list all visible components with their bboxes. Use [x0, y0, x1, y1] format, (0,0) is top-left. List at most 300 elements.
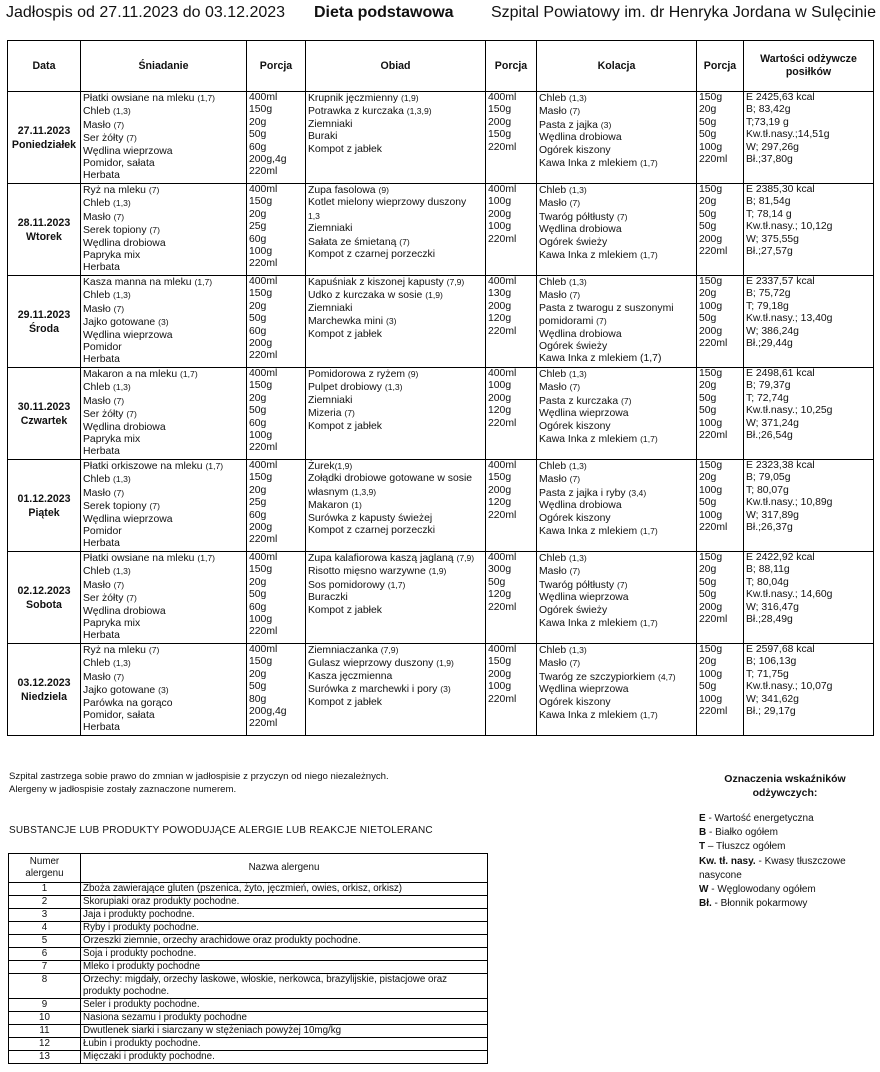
portion-value: 220ml	[249, 534, 278, 546]
meal-item-name: Sos pomidorowy	[308, 579, 388, 591]
allergen-row	[9, 922, 488, 935]
portion-value: 20g	[249, 208, 267, 220]
portion-value: 100g	[699, 509, 723, 521]
meal-item	[83, 132, 244, 145]
allergen-codes: (1,9)	[334, 461, 353, 471]
portion-value: B; 79,05g	[746, 472, 791, 484]
meal-item	[308, 579, 483, 592]
meal-item-name: Potrawka z kurczaka	[308, 106, 407, 118]
breakfast-cell	[81, 644, 247, 736]
meal-item-name: Wędlina wieprzowa	[83, 513, 173, 525]
legend-item	[699, 855, 871, 883]
dinner-cell	[306, 552, 486, 644]
meal-item-name: Masło	[539, 198, 570, 210]
portion-value: 100g	[488, 196, 512, 208]
meal-item	[539, 473, 694, 486]
day-date: 30.11.2023	[17, 400, 71, 413]
allergen-codes: (3,4)	[628, 487, 647, 498]
meal-item	[539, 552, 694, 565]
meal-item-name: Marchewka mini	[308, 316, 386, 328]
breakfast-cell	[81, 92, 247, 184]
meal-item	[83, 644, 244, 657]
meal-item	[539, 197, 694, 210]
meal-item-name: Płatki orkiszowe na mleku	[83, 461, 206, 472]
portion-value: 400ml	[488, 460, 517, 471]
meal-item	[83, 446, 244, 458]
portion-value: 200g	[699, 233, 723, 245]
allergen-name: Mięczaki i produkty pochodne.	[81, 1051, 488, 1064]
allergen-codes: (7)	[113, 211, 125, 222]
meal-item-name: Żurek	[308, 461, 335, 472]
col-header-supper: Kolacja	[537, 41, 697, 92]
portion-value: E 2385,30 kcal	[746, 184, 815, 195]
meal-item-name: Twaróg półtłusty	[539, 579, 617, 591]
meal-item-name: Wędlina drobiowa	[83, 237, 166, 249]
allergen-codes: (1,3,9)	[351, 486, 377, 497]
allergen-codes: (7)	[149, 501, 160, 512]
meal-item-name: Surówka z marchewki i pory	[308, 684, 441, 696]
dinner-portions-cell	[486, 460, 537, 552]
day-row	[8, 644, 874, 736]
day-date-cell	[8, 552, 81, 644]
meal-item	[83, 211, 244, 224]
portion-value: 50g	[249, 313, 267, 325]
dinner-cell	[306, 184, 486, 276]
meal-item-name: Masło	[539, 566, 570, 578]
meal-item	[539, 132, 694, 144]
menu-notice	[9, 770, 389, 796]
meal-item-name: Ogórek świeży	[539, 341, 608, 353]
meal-item-name: Kompot z jabłek	[308, 696, 382, 708]
portion-value: 100g	[699, 484, 723, 496]
legend-key: Bł.	[699, 898, 712, 910]
col-header-portion: Porcja	[486, 41, 537, 92]
allergen-name: Mleko i produkty pochodne	[81, 961, 488, 974]
portion-value: 20g	[699, 196, 717, 208]
meal-item	[83, 224, 244, 237]
meal-item	[539, 237, 694, 249]
portion-value: 25g	[249, 221, 267, 233]
allergen-codes: (7)	[621, 395, 632, 406]
meal-item-name: Chleb	[83, 382, 114, 394]
allergen-number: 7	[9, 961, 81, 974]
meal-item-name: Ziemniaki	[308, 394, 353, 406]
allergen-codes: (3)	[158, 317, 169, 328]
menu-header-row	[8, 41, 874, 92]
portion-value: 50g	[699, 116, 717, 128]
meal-item-name: Kawa Inka z mlekiem	[539, 434, 641, 446]
meal-item	[539, 303, 694, 315]
nutrition-cell	[744, 460, 874, 552]
allergen-name: Orzeszki ziemnie, orzechy arachidowe oraz produkty pochodne.	[81, 935, 488, 948]
portion-value: 100g	[699, 668, 723, 680]
portion-value: 220ml	[488, 693, 517, 705]
meal-item-name: Chleb	[539, 277, 570, 288]
portion-value: T; 78,14 g	[746, 208, 792, 220]
meal-item-name: Twaróg półtłusty	[539, 211, 617, 223]
portion-value: 400ml	[249, 644, 278, 655]
meal-item-name: Wędlina drobiowa	[83, 421, 166, 433]
allergen-number: 10	[9, 1012, 81, 1025]
allergen-number: 9	[9, 999, 81, 1012]
breakfast-cell	[81, 552, 247, 644]
meal-item-name: Udko z kurczaka w sosie	[308, 290, 426, 302]
meal-item	[83, 579, 244, 592]
meal-item	[308, 552, 483, 565]
meal-item-name: Masło	[83, 487, 114, 499]
portion-value: 400ml	[249, 276, 278, 287]
allergen-codes: (3)	[158, 685, 169, 696]
allergen-number-header: Numer alergenu	[9, 854, 81, 883]
meal-item	[83, 710, 244, 722]
portion-value: 200g	[488, 116, 512, 128]
allergen-codes: (1,9)	[428, 566, 447, 577]
meal-item-name: Ogórek kiszony	[539, 144, 611, 156]
portion-value: 120g	[488, 313, 512, 325]
meal-item-name: Masło	[539, 658, 570, 670]
meal-item-name: Masło	[83, 211, 114, 223]
portion-value: 20g	[249, 392, 267, 404]
meal-item	[308, 119, 483, 131]
meal-item-name: Wędlina drobiowa	[539, 132, 622, 144]
supper-cell	[537, 276, 697, 368]
allergen-name: Łubin i produkty pochodne.	[81, 1038, 488, 1051]
day-weekday: Wtorek	[26, 230, 62, 243]
dinner-portions-cell	[486, 368, 537, 460]
portion-value: 120g	[488, 589, 512, 601]
portion-value: 20g	[249, 116, 267, 128]
meal-item-name: Kawa Inka z mlekiem	[539, 618, 641, 630]
portion-value: 200g	[488, 208, 512, 220]
meal-item-name: Kawa Inka z mlekiem	[539, 250, 641, 262]
meal-item-name: Wędlina wieprzowa	[83, 145, 173, 157]
meal-item-name: Gulasz wieprzowy duszony	[308, 658, 437, 670]
portion-value: 100g	[488, 681, 512, 693]
portion-value: 60g	[249, 325, 267, 337]
portion-value: 20g	[699, 472, 717, 484]
allergen-row	[9, 961, 488, 974]
portion-value: 50g	[699, 129, 717, 141]
allergen-row	[9, 935, 488, 948]
portion-value: 50g	[249, 589, 267, 601]
meal-item-name: Kasza jęczmienna	[308, 670, 393, 682]
day-date: 29.11.2023	[17, 308, 71, 321]
allergen-number: 4	[9, 922, 81, 935]
meal-item	[539, 105, 694, 118]
meal-item	[539, 119, 694, 132]
meal-item	[308, 499, 483, 512]
supper-cell	[537, 552, 697, 644]
meal-item	[83, 105, 244, 118]
meal-item	[539, 565, 694, 578]
meal-item-name: Masło	[539, 290, 570, 302]
portion-value: 400ml	[249, 368, 278, 379]
meal-item-name: Makaron	[308, 500, 352, 512]
portion-value: 150g	[699, 368, 723, 379]
allergen-codes: (7)	[126, 593, 137, 604]
portion-value: 50g	[699, 497, 717, 509]
meal-item-name: Wędlina wieprzowa	[539, 684, 629, 696]
portion-value: W; 316,47g	[746, 601, 799, 613]
allergen-section-title: SUBSTANCJE LUB PRODUKTY POWODUJĄCE ALERGIE LUB REAKCJE NIETOLERANC	[9, 825, 433, 836]
meal-item	[83, 92, 244, 105]
meal-item	[308, 697, 483, 709]
meal-item	[83, 630, 244, 642]
meal-item-name: Risotto mięsno warzywne	[308, 566, 429, 578]
col-header-nutrition: Wartości odżywcze posiłków	[744, 41, 874, 92]
meal-item	[83, 381, 244, 394]
allergen-codes: (4,7)	[657, 671, 676, 682]
meal-item-name: Pomidor, sałata	[83, 158, 155, 170]
meal-item	[308, 223, 483, 235]
portion-value: 150g	[249, 196, 273, 208]
meal-item	[83, 330, 244, 342]
meal-item-name: Wędlina drobiowa	[83, 605, 166, 617]
portion-value: 220ml	[699, 338, 728, 350]
meal-item	[539, 617, 694, 630]
allergen-number: 1	[9, 883, 81, 896]
meal-item-name: Chleb	[539, 553, 570, 564]
portion-value: 400ml	[488, 276, 517, 287]
meal-item-name: Ryż na mleku	[83, 185, 149, 196]
legend-text: - Kwasy tłuszczowe nasycone	[699, 855, 846, 881]
allergen-table	[8, 853, 488, 1064]
dinner-cell	[306, 460, 486, 552]
allergen-codes: (9)	[378, 185, 389, 195]
portion-value: B; 88,11g	[746, 564, 790, 576]
day-row	[8, 276, 874, 368]
portion-value: 220ml	[699, 154, 728, 166]
portion-value: 150g	[699, 644, 723, 655]
allergen-codes: (7,9)	[380, 645, 399, 655]
breakfast-cell	[81, 368, 247, 460]
portion-value: 220ml	[699, 246, 728, 258]
meal-item-name: Kawa Inka z mlekiem (1,7)	[539, 353, 662, 365]
allergen-codes: (7,9)	[456, 553, 475, 563]
allergen-codes: (1,3)	[569, 93, 587, 103]
dinner-cell	[306, 368, 486, 460]
supper-portions-cell	[697, 276, 744, 368]
meal-item-name: Kawa Inka z mlekiem	[539, 710, 641, 722]
meal-item-name: Masło	[539, 106, 570, 118]
portion-value: 400ml	[488, 184, 517, 195]
day-date-cell	[8, 184, 81, 276]
legend-key: Kw. tł. nasy.	[699, 855, 756, 867]
portion-value: 120g	[488, 405, 512, 417]
portion-value: 20g	[699, 104, 717, 116]
dinner-cell	[306, 644, 486, 736]
nutrition-cell	[744, 92, 874, 184]
allergen-codes: (1,7)	[197, 93, 216, 103]
allergen-codes: (1,3)	[113, 566, 131, 577]
meal-item-name: Masło	[83, 303, 114, 315]
portion-value: 150g	[249, 288, 273, 300]
meal-item	[539, 276, 694, 289]
meal-item	[83, 592, 244, 605]
meal-item	[308, 276, 483, 289]
notice-line: Szpital zastrzega sobie prawo do zmnian w jadłospisie z przyczyn od niego niezależnych.	[9, 771, 389, 782]
allergen-codes: (7)	[113, 487, 125, 498]
portion-value: Bł.;37,80g	[746, 154, 793, 166]
portion-value: 220ml	[249, 626, 278, 638]
portion-value: 220ml	[699, 522, 728, 534]
allergen-row	[9, 974, 488, 999]
meal-item	[308, 368, 483, 381]
meal-item-name: Kotlet mielony wieprzowy duszony	[308, 197, 467, 209]
day-date-cell	[8, 368, 81, 460]
meal-item	[539, 408, 694, 420]
weekly-menu-table	[7, 40, 874, 736]
portion-value: 220ml	[699, 430, 728, 442]
portion-value: 50g	[699, 589, 717, 601]
allergen-codes: (1,9)	[425, 290, 443, 301]
meal-item	[539, 684, 694, 696]
breakfast-cell	[81, 276, 247, 368]
allergen-codes: (7)	[569, 106, 581, 117]
meal-item-name: Ogórek świeży	[539, 604, 608, 616]
meal-item	[539, 421, 694, 433]
meal-item-name: Jajko gotowane	[83, 685, 159, 697]
meal-item	[308, 315, 483, 328]
day-date-cell	[8, 644, 81, 736]
portion-value: 150g	[488, 104, 512, 116]
allergen-codes: (1,7)	[640, 250, 658, 261]
allergen-codes: (7,9)	[446, 277, 465, 287]
portion-value: 50g	[699, 313, 717, 325]
day-weekday: Środa	[28, 322, 60, 335]
portion-value: Bł.; 29,17g	[746, 706, 796, 718]
meal-item-name: Ziemniaki	[308, 223, 353, 235]
meal-item-name: Buraki	[308, 131, 338, 143]
meal-item-name: Masło	[539, 474, 570, 486]
allergen-name-header: Nazwa alergenu	[81, 854, 488, 883]
portion-value: 150g	[249, 380, 273, 392]
portion-value: 220ml	[488, 509, 517, 521]
meal-item	[308, 565, 483, 578]
allergen-row	[9, 1038, 488, 1051]
supper-portions-cell	[697, 552, 744, 644]
allergen-codes: (3)	[440, 684, 451, 695]
meal-item	[83, 184, 244, 197]
portion-value: 150g	[249, 472, 273, 484]
allergen-row	[9, 1051, 488, 1064]
allergen-codes: (7)	[113, 671, 125, 682]
day-row	[8, 460, 874, 552]
meal-item-name: Sałata ze śmietaną	[308, 236, 400, 248]
meal-item	[539, 329, 694, 341]
portion-value: 220ml	[249, 442, 278, 454]
meal-item	[308, 525, 483, 537]
meal-item	[539, 433, 694, 446]
allergen-codes: (1,7)	[205, 461, 224, 471]
dinner-portions-cell	[486, 92, 537, 184]
portion-value: E 2337,57 kcal	[746, 276, 815, 287]
meal-item-name: Mizeria	[308, 408, 345, 420]
portion-value: B; 106,13g	[746, 656, 797, 668]
legend-item	[699, 826, 871, 840]
meal-item-name: Pasta z kurczaka	[539, 395, 622, 407]
allergen-name: Orzechy: migdały, orzechy laskowe, włoskie, nerkowca, brazylijskie, pistacjowe oraz produkty pochodne.	[81, 974, 488, 999]
day-weekday: Niedziela	[21, 690, 67, 703]
portion-value: Kw.tł.nasy.; 10,12g	[746, 221, 833, 233]
day-date: 03.12.2023	[17, 676, 71, 689]
allergen-codes: (1,9)	[436, 658, 454, 669]
meal-item-name: Wędlina wieprzowa	[83, 329, 173, 341]
supper-portions-cell	[697, 460, 744, 552]
meal-item-name: Kompot z jabłek	[308, 420, 382, 432]
meal-item-name: własnym	[308, 486, 352, 498]
meal-item	[83, 434, 244, 446]
meal-item-name: Kasza manna na mleku	[83, 277, 195, 288]
allergen-row	[9, 999, 488, 1012]
allergen-name: Seler i produkty pochodne.	[81, 999, 488, 1012]
meal-item	[539, 697, 694, 709]
meal-item-name: Pomidor	[83, 342, 122, 354]
meal-item	[83, 422, 244, 434]
portion-value: 200g	[249, 522, 273, 534]
meal-item-name: Masło	[83, 119, 114, 131]
meal-item	[83, 487, 244, 500]
meal-item	[539, 145, 694, 157]
meal-item-name: Masło	[83, 395, 114, 407]
legend-text: - Węglowodany ogółem	[708, 884, 816, 896]
meal-item-name: Herbata	[83, 538, 120, 550]
meal-item-name: Wędlina wieprzowa	[539, 592, 629, 604]
meal-item-name: Buraczki	[308, 592, 348, 604]
meal-item-name: pomidorami	[539, 316, 597, 328]
meal-item	[83, 316, 244, 329]
notice-line: Alergeny w jadłospisie zostały zaznaczone numerem.	[9, 784, 237, 795]
allergen-number: 2	[9, 896, 81, 909]
meal-item-name: Herbata	[83, 722, 120, 734]
allergen-codes: (1,3)	[569, 277, 587, 287]
dinner-portions-cell	[486, 552, 537, 644]
portion-value: 220ml	[249, 166, 278, 178]
meal-item	[83, 538, 244, 550]
supper-portions-cell	[697, 644, 744, 736]
meal-item-name: Wędlina drobiowa	[539, 500, 622, 512]
legend-title: Oznaczenia wskaźników odżywczych:	[724, 773, 846, 799]
meal-item	[539, 315, 694, 328]
day-row	[8, 184, 874, 276]
portion-value: 20g	[699, 656, 717, 668]
nutrition-cell	[744, 184, 874, 276]
day-weekday: Poniedziałek	[11, 138, 77, 151]
meal-item	[308, 197, 483, 209]
allergen-codes: (7)	[569, 290, 581, 301]
allergen-codes: (1,3)	[569, 553, 587, 563]
allergen-codes: (7)	[126, 133, 137, 144]
day-date-cell	[8, 92, 81, 184]
meal-item-name: Pasta z jajka	[539, 119, 601, 131]
col-header-breakfast: Śniadanie	[81, 41, 247, 92]
allergen-codes: (7)	[148, 185, 160, 195]
meal-item	[83, 552, 244, 565]
portion-value: 200g	[699, 601, 723, 613]
allergen-codes: (7)	[616, 579, 628, 590]
portion-value: T; 80,07g	[746, 484, 789, 496]
portion-value: 20g	[699, 288, 717, 300]
allergen-codes: (1,7)	[640, 526, 658, 537]
portion-value: 220ml	[488, 233, 517, 245]
portion-value: 20g	[699, 564, 717, 576]
meal-item-name: Chleb	[539, 369, 570, 380]
col-header-dinner: Obiad	[306, 41, 486, 92]
portion-value: 100g	[249, 614, 273, 626]
allergen-codes: (1)	[351, 500, 362, 511]
portion-value: 150g	[488, 656, 512, 668]
meal-item-name: Pulpet drobiowy	[308, 382, 385, 394]
